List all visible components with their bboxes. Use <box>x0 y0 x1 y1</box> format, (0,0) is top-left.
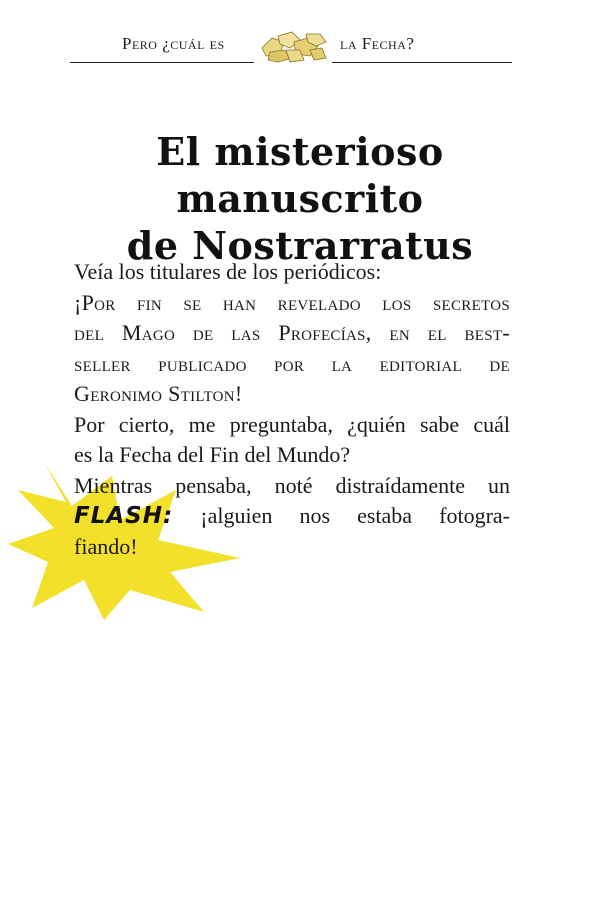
paragraph-headline <box>74 288 510 410</box>
running-head-right: la Fecha? <box>340 34 415 53</box>
flash-line-2 <box>74 501 510 532</box>
gold-nuggets-icon <box>256 28 330 64</box>
chapter-title-line-2: de Nostrarratus <box>126 223 474 268</box>
question-line: es la Fecha del Fin del Mundo? <box>74 442 351 467</box>
running-head <box>70 28 512 68</box>
paragraph-question <box>74 410 510 471</box>
flash-line-3: fiando! <box>74 533 138 559</box>
body-text <box>74 257 510 562</box>
chapter-title <box>40 128 560 269</box>
header-rule-left <box>70 62 254 63</box>
header-rule-right <box>332 62 512 63</box>
headline-line: Geronimo Stilton! <box>74 381 243 406</box>
flash-line-1: Mientras pensaba, noté distraídamente un <box>74 472 510 498</box>
headline-line: ¡Por fin se han revelado los secretos <box>74 289 510 315</box>
paragraph-flash <box>74 471 510 563</box>
flash-line-2-text: ¡alguien nos estaba fotogra- <box>200 503 511 528</box>
question-line: Por cierto, me preguntaba, ¿quién sabe cuál <box>74 411 510 437</box>
headline-line: del Mago de las Profecías, en el best- <box>74 320 510 345</box>
flash-word: FLASH: <box>74 503 174 529</box>
running-head-left: Pero ¿cuál es <box>122 34 225 53</box>
chapter-title-line-1: El misterioso manuscrito <box>156 129 444 221</box>
paragraph-intro: Veía los titulares de los periódicos: <box>74 259 382 284</box>
headline-line: seller publicado por la editorial de <box>74 350 510 376</box>
